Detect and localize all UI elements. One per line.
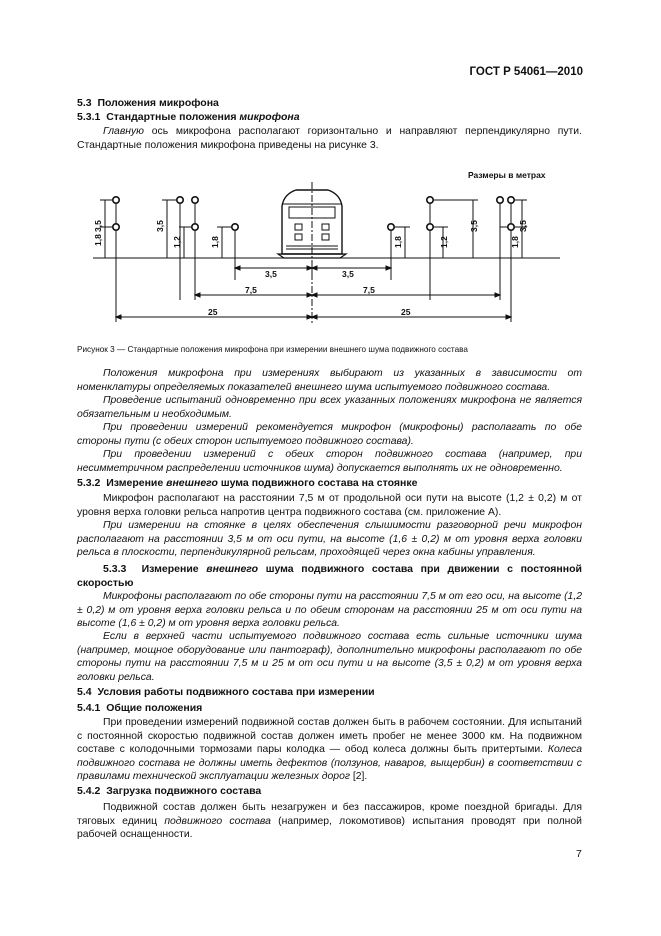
dim-label-7-5-right: 7,5 bbox=[363, 285, 375, 295]
dim-label-7-5-left: 7,5 bbox=[245, 285, 257, 295]
microphone-positions-figure bbox=[60, 160, 600, 335]
microphone-icon bbox=[508, 197, 514, 203]
dim-label-height-1-2: 1,2 bbox=[172, 236, 182, 248]
dim-label-height-1-8: 1,8 bbox=[210, 236, 220, 248]
section-title: Измерение bbox=[141, 563, 207, 575]
section-5-4-1-heading bbox=[77, 701, 202, 715]
dim-label-height-1-8: 1,8 bbox=[393, 236, 403, 248]
dim-label-height-1-8: 1,8 bbox=[510, 236, 520, 248]
section-number: 5.4 bbox=[77, 686, 92, 698]
microphone-icon bbox=[192, 197, 198, 203]
section-title: Измерение bbox=[106, 477, 167, 489]
section-number: 5.3.2 bbox=[77, 477, 101, 489]
dim-label-height-3-5: 3,5 bbox=[155, 220, 165, 232]
microphone-icon bbox=[427, 197, 433, 203]
dim-label-height-1-2: 1,2 bbox=[439, 236, 449, 248]
section-5-3-1-heading bbox=[77, 110, 300, 124]
paragraph-cab-position: При измерении на стоянке в целях обеспечения слышимости разговорной речи микрофон располагают на расстоянии 3,5 м от оси пути, на высоте (1,6 ± 0,2) м от уровня верха головки рельса в плоскости, перпендикулярной рельсам, проходящей через окна кабины управления. bbox=[77, 520, 582, 559]
paragraph-motion-positions: Микрофоны располагают по обе стороны пути на расстоянии 7,5 м от его оси, на высоте (1,2 ± 0,2) м от уровня верха головки рельса и по обеим сторонам на расстоянии 25 м от оси пути на высоте (1,6 ± 0,2) м от уровня верха головки рельса. bbox=[77, 591, 582, 630]
units-note: Размеры в метрах bbox=[468, 170, 546, 180]
section-5-4-heading bbox=[77, 685, 375, 699]
section-title: Общие положения bbox=[106, 702, 203, 714]
section-title: шума подвижного состава при движении с постоянной скоростью bbox=[77, 563, 582, 589]
section-title-italic: внешнего bbox=[166, 477, 218, 489]
italic-text: Колеса подвижного состава не должны иметь дефектов (ползунов, наваров, выщербин) в соответствии с правилами технической эксплуатации железных дорог bbox=[77, 744, 582, 783]
microphone-icon bbox=[113, 197, 119, 203]
paragraph-text: При проведении измерений подвижной состав должен быть в рабочем состоянии. Для испытаний с постоянной скоростью подвижной состав должен иметь пробег не менее 3000 км. На подвижном составе с колодочными тормозами пары колодка — обод колеса должны быть притертыми. bbox=[77, 717, 582, 756]
microphone-icon bbox=[508, 224, 514, 230]
section-title: Стандартные положения bbox=[106, 111, 240, 123]
dim-label-height-3-5: 3,5 bbox=[93, 220, 103, 232]
paragraph-loading bbox=[77, 801, 582, 842]
dim-label-3-5-left: 3,5 bbox=[265, 269, 277, 279]
paragraph-main-axis bbox=[77, 125, 582, 152]
paragraph-top-sources: Если в верхней части испытуемого подвижного состава есть сильные источники шума (например, мощное оборудование или пантограф), дополнительно микрофоны располагают по обе стороны пути на расстоянии 7,5 м и 25 м от оси пути и на высоте (3,5 ± 0,2) м от уровня верха головки рельса. bbox=[77, 631, 582, 683]
paragraph-general-conditions bbox=[77, 716, 582, 784]
dim-label-3-5-right: 3,5 bbox=[342, 269, 354, 279]
microphone-icon bbox=[497, 197, 503, 203]
dim-label-25-right: 25 bbox=[401, 307, 411, 317]
dim-label-height-3-5: 3,5 bbox=[469, 220, 479, 232]
note-paragraph: Положения микрофона при измерениях выбирают из указанных в зависимости от номенклатуры определяемых показателей внешнего шума испытуемого подвижного состава. bbox=[77, 368, 582, 393]
microphone-icon bbox=[388, 224, 394, 230]
section-title: Условия работы подвижного состава при измерении bbox=[97, 686, 375, 698]
figure-caption: Рисунок 3 — Стандартные положения микрофона при измерении внешнего шума подвижного состава bbox=[77, 345, 468, 354]
paragraph-text: [2]. bbox=[349, 771, 368, 783]
paragraph-text: ось микрофона располагают горизонтально и направляют перпендикулярно пути. Стандартные положения микрофона приведены на рисунке 3. bbox=[77, 126, 582, 151]
section-title: Положения микрофона bbox=[97, 97, 219, 109]
paragraph-text: (например, локомотивов) испытания проводят при полной рабочей оснащенности. bbox=[77, 815, 582, 841]
microphone-icon bbox=[192, 224, 198, 230]
section-number: 5.3.1 bbox=[77, 111, 101, 123]
document-header: ГОСТ Р 54061—2010 bbox=[469, 66, 583, 78]
section-title-italic: микрофона bbox=[239, 111, 300, 123]
microphone-icon bbox=[113, 224, 119, 230]
section-number: 5.4.2 bbox=[77, 785, 101, 797]
page-number: 7 bbox=[576, 848, 582, 860]
note-paragraph: Проведение испытаний одновременно при всех указанных положениях микрофона не является обязательным и необходимым. bbox=[77, 395, 582, 420]
section-number: 5.3.3 bbox=[103, 563, 127, 575]
section-number: 5.4.1 bbox=[77, 702, 101, 714]
section-5-4-2-heading bbox=[77, 784, 261, 798]
italic-term: Главную bbox=[103, 126, 144, 137]
section-number: 5.3 bbox=[77, 97, 92, 109]
dim-label-25-left: 25 bbox=[208, 307, 218, 317]
section-5-3-3-heading bbox=[77, 562, 582, 590]
microphone-icon bbox=[177, 197, 183, 203]
section-5-3-heading bbox=[77, 96, 219, 110]
section-title: Загрузка подвижного состава bbox=[106, 785, 262, 797]
note-paragraph: При проведении измерений рекомендуется микрофон (микрофоны) располагать по обе стороны пути (с обеих сторон испытуемого подвижного состава). bbox=[77, 422, 582, 447]
paragraph-text: Подвижной состав должен быть незагружен и без пассажиров, кроме поездной бригады. Для тяговых единиц bbox=[77, 802, 582, 827]
italic-text: подвижного состава bbox=[164, 815, 271, 827]
section-title: шума подвижного состава на стоянке bbox=[217, 477, 418, 489]
paragraph-parking-position: Микрофон располагают на расстоянии 7,5 м от продольной оси пути на высоте (1,2 ± 0,2) м от уровня верха головки рельса напротив центра подвижного состава (см. приложение А). bbox=[77, 493, 582, 518]
dim-label-height-1-8: 1,8 bbox=[93, 234, 103, 246]
dim-label-height-3-5: 3,5 bbox=[518, 220, 528, 232]
section-5-3-2-heading bbox=[77, 476, 417, 490]
section-title-italic: внешнего bbox=[206, 563, 259, 575]
microphone-icon bbox=[427, 224, 433, 230]
note-paragraph: При проведении измерений с обеих сторон подвижного состава (например, при несимметричном распределении источников шума) допускается выполнять их не одновременно. bbox=[77, 449, 582, 474]
microphone-icon bbox=[232, 224, 238, 230]
